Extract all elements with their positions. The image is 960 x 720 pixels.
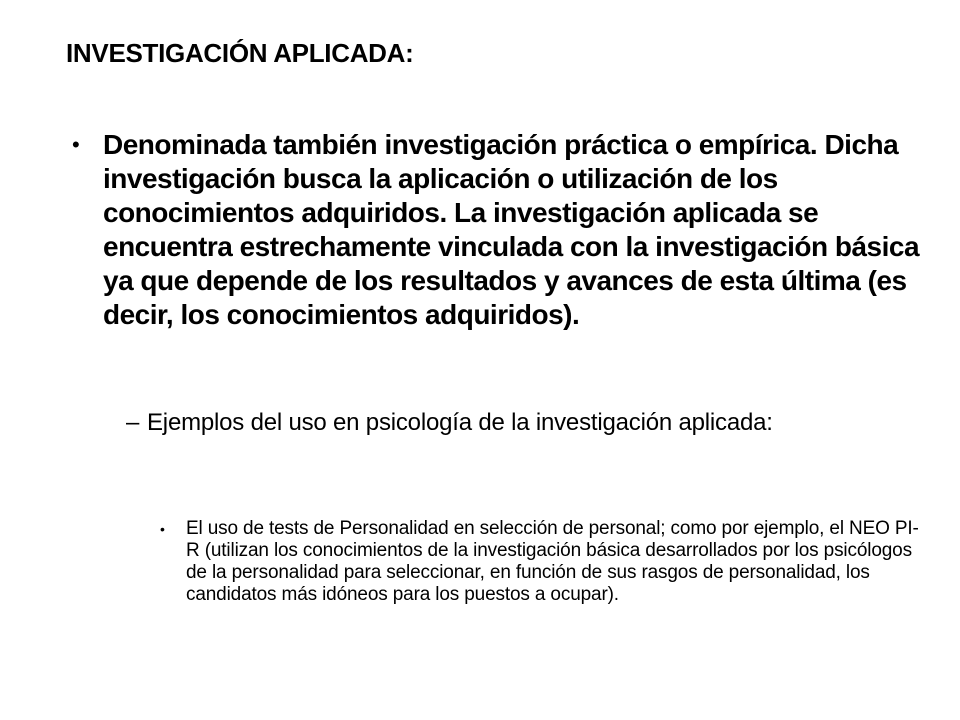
bullet-level-1 <box>72 128 932 332</box>
bullet-level-1-text: Denominada también investigación práctica o empírica. Dicha investigación busca la aplicación o utilización de los conocimientos adquiridos. La investigación aplicada se encuentra estrechamente vinculada con la investigación básica ya que depende de los resultados y avances de esta última (es decir, los conocimientos adquiridos). <box>103 129 920 330</box>
bullet-marker: • <box>72 132 80 157</box>
slide-title: INVESTIGACIÓN APLICADA: <box>66 38 414 68</box>
bullet-level-2-text: Ejemplos del uso en psicología de la investigación aplicada: <box>147 409 773 436</box>
bullet-level-3 <box>160 518 920 606</box>
bullet-level-3-text: El uso de tests de Personalidad en selección de personal; como por ejemplo, el NEO PI-R (utilizan los conocimientos de la investigación básica desarrollados por los psicólogos de la personalidad para seleccionar, en función de sus rasgos de personalidad, los candidatos más idóneos para los puestos a ocupar). <box>186 518 919 605</box>
bullet-marker-small: • <box>160 521 165 537</box>
dash-marker: – <box>126 409 140 436</box>
bullet-level-2 <box>126 408 886 438</box>
